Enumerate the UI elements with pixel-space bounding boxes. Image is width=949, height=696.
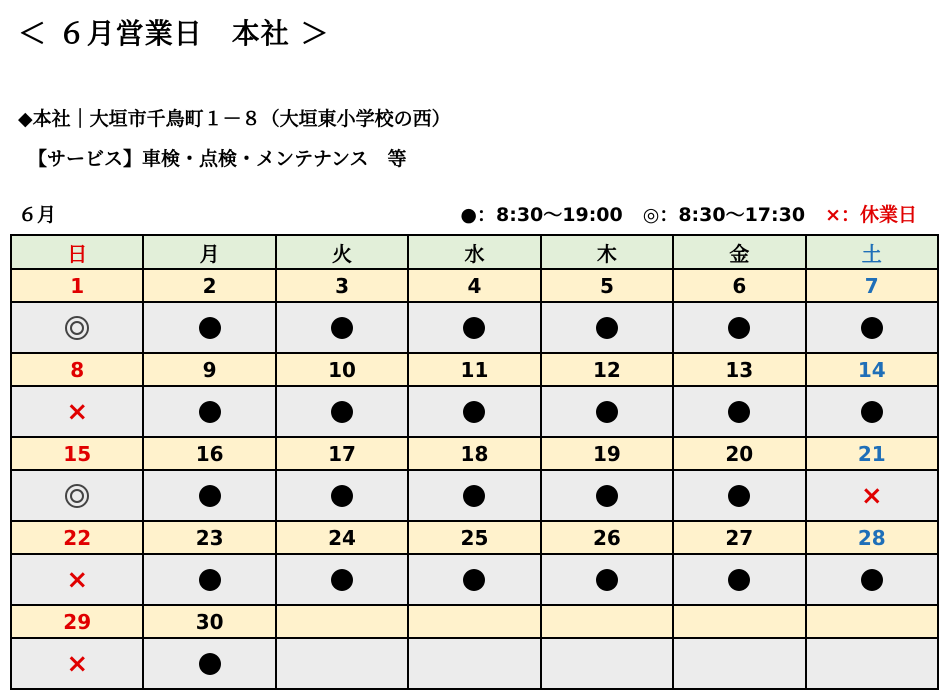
full-day-icon	[463, 485, 485, 507]
status-cell	[11, 302, 143, 353]
status-cell	[806, 554, 938, 605]
date-cell: 5	[541, 269, 673, 302]
full-day-icon	[728, 485, 750, 507]
full-day-icon	[728, 317, 750, 339]
full-day-icon	[331, 317, 353, 339]
status-cell	[541, 386, 673, 437]
date-cell: 13	[673, 353, 805, 386]
date-row	[11, 521, 938, 554]
weekday-header-row	[11, 235, 938, 269]
full-day-icon	[861, 317, 883, 339]
full-day-icon	[199, 401, 221, 423]
weekday-header: 水	[408, 235, 540, 269]
status-cell	[673, 554, 805, 605]
status-cell	[541, 302, 673, 353]
status-cell	[143, 638, 275, 689]
date-cell: 12	[541, 353, 673, 386]
status-cell	[541, 470, 673, 521]
date-cell: 28	[806, 521, 938, 554]
date-cell: 29	[11, 605, 143, 638]
date-row	[11, 353, 938, 386]
full-day-icon	[596, 401, 618, 423]
date-cell: 14	[806, 353, 938, 386]
date-cell: 16	[143, 437, 275, 470]
date-cell	[541, 605, 673, 638]
date-row	[11, 437, 938, 470]
date-cell: 7	[806, 269, 938, 302]
weekday-header: 土	[806, 235, 938, 269]
short-day-icon	[65, 484, 89, 508]
date-cell: 2	[143, 269, 275, 302]
status-cell	[143, 302, 275, 353]
status-row	[11, 554, 938, 605]
full-day-icon	[728, 569, 750, 591]
date-cell	[673, 605, 805, 638]
closed-day-icon: ×	[66, 564, 89, 595]
page-title: ＜ ６月営業日 本社 ＞	[18, 17, 330, 50]
full-day-icon	[596, 569, 618, 591]
date-cell: 4	[408, 269, 540, 302]
weekday-header: 木	[541, 235, 673, 269]
status-cell	[143, 470, 275, 521]
closed-day-icon: ×	[66, 396, 89, 427]
date-cell: 17	[276, 437, 408, 470]
date-cell: 27	[673, 521, 805, 554]
status-cell	[806, 638, 938, 689]
month-label: ６月	[18, 204, 57, 226]
status-row	[11, 638, 938, 689]
status-row	[11, 302, 938, 353]
legend-full-hours: ●：8:30～19:00	[460, 204, 623, 226]
date-cell: 23	[143, 521, 275, 554]
date-cell: 25	[408, 521, 540, 554]
full-day-icon	[199, 485, 221, 507]
status-cell	[541, 638, 673, 689]
date-cell: 8	[11, 353, 143, 386]
date-row	[11, 269, 938, 302]
status-cell	[673, 638, 805, 689]
status-cell	[673, 386, 805, 437]
date-cell: 19	[541, 437, 673, 470]
date-cell: 11	[408, 353, 540, 386]
weekday-header: 火	[276, 235, 408, 269]
full-day-icon	[463, 401, 485, 423]
status-cell	[276, 386, 408, 437]
date-cell: 18	[408, 437, 540, 470]
calendar-table	[10, 234, 939, 690]
full-day-icon	[861, 569, 883, 591]
full-day-icon	[199, 653, 221, 675]
weekday-header: 金	[673, 235, 805, 269]
weekday-header: 日	[11, 235, 143, 269]
status-cell	[806, 386, 938, 437]
status-cell	[11, 638, 143, 689]
status-cell	[408, 554, 540, 605]
closed-day-icon: ×	[66, 648, 89, 679]
date-cell	[806, 605, 938, 638]
full-day-icon	[199, 317, 221, 339]
full-day-icon	[596, 485, 618, 507]
full-day-icon	[861, 401, 883, 423]
status-cell	[276, 638, 408, 689]
status-cell	[143, 554, 275, 605]
date-cell: 9	[143, 353, 275, 386]
date-cell: 30	[143, 605, 275, 638]
full-day-icon	[596, 317, 618, 339]
date-row	[11, 605, 938, 638]
status-cell	[541, 554, 673, 605]
status-cell	[408, 386, 540, 437]
weekday-header: 月	[143, 235, 275, 269]
legend-half-hours: ◎：8:30～17:30	[642, 204, 806, 226]
short-day-icon	[65, 316, 89, 340]
full-day-icon	[463, 317, 485, 339]
status-cell	[673, 470, 805, 521]
status-row	[11, 470, 938, 521]
status-cell	[408, 638, 540, 689]
legend-closed: ×：休業日	[825, 204, 917, 226]
status-cell	[11, 386, 143, 437]
full-day-icon	[331, 569, 353, 591]
full-day-icon	[463, 569, 485, 591]
date-cell: 26	[541, 521, 673, 554]
date-cell: 6	[673, 269, 805, 302]
status-cell	[276, 554, 408, 605]
full-day-icon	[331, 485, 353, 507]
services-line: 【サービス】車検・点検・メンテナンス 等	[28, 148, 407, 170]
status-cell	[276, 302, 408, 353]
status-cell	[11, 470, 143, 521]
date-cell: 15	[11, 437, 143, 470]
status-cell	[143, 386, 275, 437]
status-cell	[806, 470, 938, 521]
date-cell: 1	[11, 269, 143, 302]
status-cell	[806, 302, 938, 353]
date-cell: 21	[806, 437, 938, 470]
status-cell	[276, 470, 408, 521]
date-cell: 24	[276, 521, 408, 554]
date-cell	[276, 605, 408, 638]
status-cell	[11, 554, 143, 605]
status-cell	[673, 302, 805, 353]
date-cell: 20	[673, 437, 805, 470]
status-cell	[408, 470, 540, 521]
full-day-icon	[331, 401, 353, 423]
closed-day-icon: ×	[860, 480, 883, 511]
date-cell: 22	[11, 521, 143, 554]
status-row	[11, 386, 938, 437]
address-line: ◆本社｜大垣市千鳥町１－８（大垣東小学校の西）	[18, 108, 451, 130]
full-day-icon	[728, 401, 750, 423]
status-cell	[408, 302, 540, 353]
legend	[460, 200, 917, 227]
date-cell: 10	[276, 353, 408, 386]
full-day-icon	[199, 569, 221, 591]
date-cell	[408, 605, 540, 638]
date-cell: 3	[276, 269, 408, 302]
